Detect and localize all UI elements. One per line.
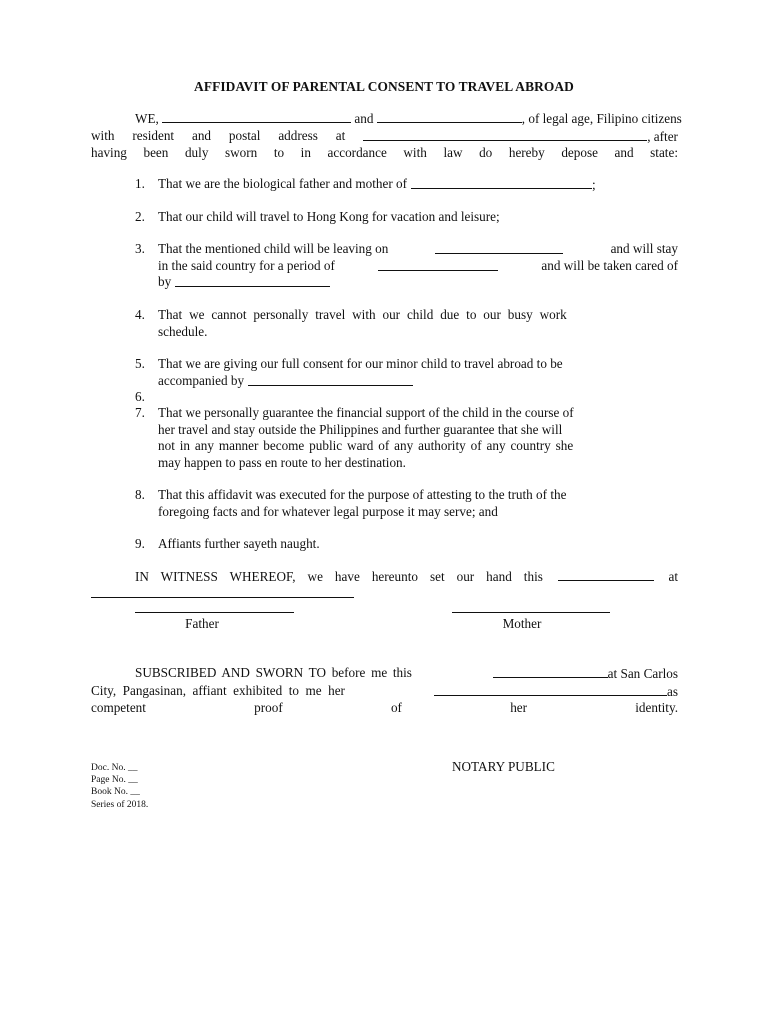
- period-blank[interactable]: [378, 258, 498, 271]
- intro-line-1: WE, and , of legal age, Filipino citizens: [135, 111, 682, 126]
- document-title: AFFIDAVIT OF PARENTAL CONSENT TO TRAVEL ABROAD: [194, 79, 574, 94]
- father-name-blank[interactable]: [162, 110, 351, 123]
- affidavit-page: AFFIDAVIT OF PARENTAL CONSENT TO TRAVEL ABROAD WE, and , of legal age, Filipino citizens with resident and postal address at , after having been duly sworn to in accordance with law do hereby depose and state: 1. That we are the biological father and mother of ; 2. That our child will travel to Hong Kong for vacation and leisure; 3. That the mentioned child will be leaving on and will stay in the said country for a period of and will be taken cared of by 4. That we cannot personally travel with our child due to our busy work schedule. 5. That we are giving our full consent for our minor child to travel abroad to be accompanied by 6. 7. That we personally guarantee the financial support of the child in the course of her travel and stay outside the Philippines and further guarantee that she will not in any manner become public ward of any authority of any country she may happen to pass en route to her destination. 8. That this affidavit was executed for the purpose of attesting to the truth of the foregoing facts and for whatever legal purpose it may serve; and 9. Affiants further sayeth naught. IN WITNESS WHEREOF, we have hereunto set our hand this at Father Mother SUBSCRIBED AND SWORN TO before me this at San Carlos City, Pangasinan, affiant exhibited to me her as competent proof of her identity. NOTARY PUBLIC Doc. No. __ Page No. __ Book No. __ Series of 2018.: [0, 0, 768, 1024]
- address-blank[interactable]: [363, 128, 647, 141]
- subscribed-paragraph: SUBSCRIBED AND SWORN TO before me this at San Carlos City, Pangasinan, affiant exhibited to me her as competent proof of her identity.: [91, 665, 678, 715]
- intro-line-2: with resident and postal address at , after: [91, 127, 678, 144]
- mother-label: Mother: [502, 616, 542, 631]
- witness-place-blank[interactable]: [91, 597, 354, 598]
- intro-line-3: having been duly sworn to in accordance with law do hereby depose and state:: [91, 145, 678, 160]
- witness-date-blank[interactable]: [558, 568, 654, 581]
- mother-signature-line[interactable]: [452, 612, 610, 613]
- sworn-date-blank[interactable]: [493, 665, 608, 678]
- id-proof-blank[interactable]: [434, 683, 667, 696]
- child-name-blank[interactable]: [411, 176, 592, 189]
- series: Series of 2018.: [91, 799, 149, 810]
- docket-block: [91, 762, 148, 811]
- father-label: Father: [185, 616, 219, 631]
- departure-date-blank[interactable]: [435, 241, 563, 254]
- doc-no: Doc. No. __: [91, 763, 138, 773]
- notary-public-label: NOTARY PUBLIC: [452, 759, 555, 774]
- intro-paragraph: [91, 110, 682, 162]
- caretaker-blank[interactable]: [175, 274, 330, 287]
- witness-paragraph: IN WITNESS WHEREOF, we have hereunto set our hand this at: [135, 569, 679, 584]
- page-no: Page No. __: [91, 775, 138, 786]
- mother-name-blank[interactable]: [377, 110, 522, 123]
- companion-blank[interactable]: [248, 373, 413, 386]
- father-signature-line[interactable]: [135, 612, 294, 613]
- book-no: Book No. __: [91, 787, 140, 798]
